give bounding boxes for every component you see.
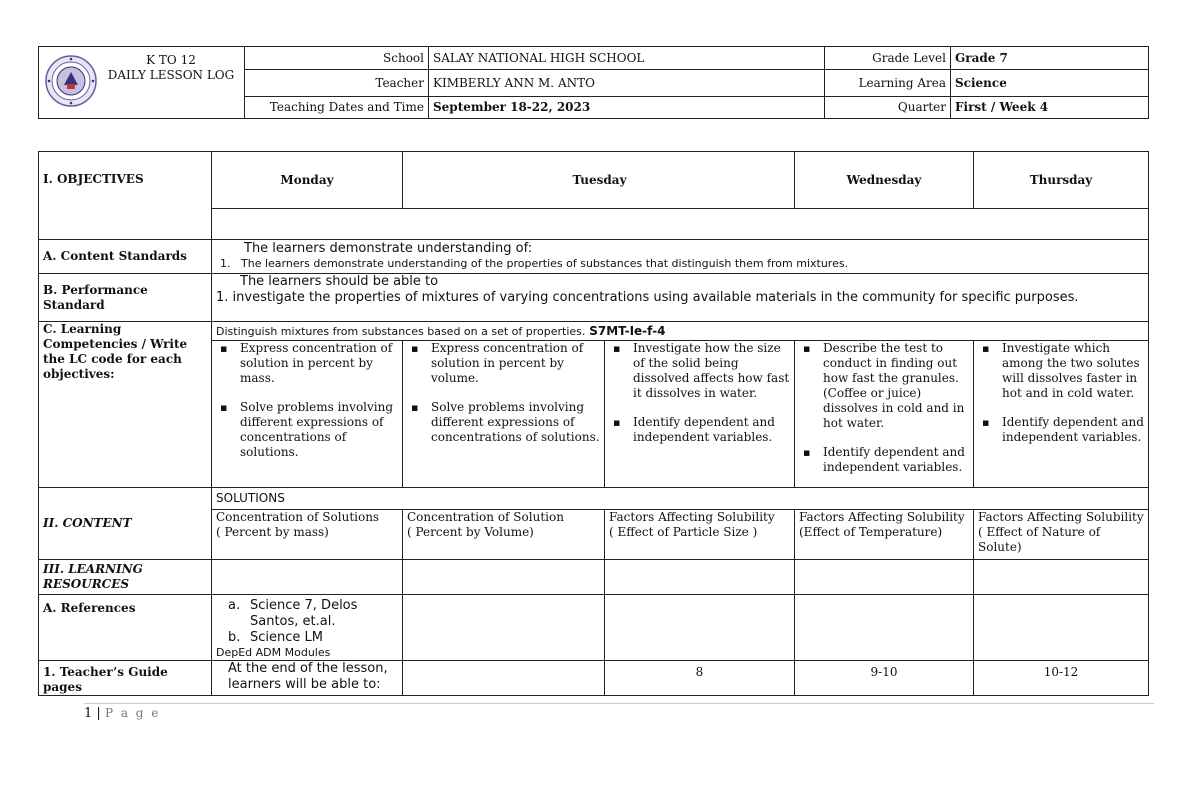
footer-rule <box>84 703 1154 704</box>
content-tuesday <box>403 510 605 560</box>
ref-a-marker: a. <box>228 598 241 613</box>
area-value: Science <box>951 70 1149 97</box>
school-value: SALAY NATIONAL HIGH SCHOOL <box>429 47 825 70</box>
competencies-general-text: Distinguish mixtures from substances based on a set of properties. <box>216 324 586 338</box>
day-tuesday-label: Tuesday <box>572 172 627 187</box>
page-footer <box>84 706 160 721</box>
tg-pages-wednesday: 8 <box>605 661 795 696</box>
content-standards-item <box>216 257 1144 271</box>
ref-b-marker: b. <box>228 630 241 645</box>
tg-pages-tue <box>403 661 605 696</box>
resources-label: III. LEARNING RESOURCES <box>39 560 212 595</box>
content-tue-1: Concentration of Solution <box>407 510 564 524</box>
content-fri-1: Factors Affecting Solubility <box>978 510 1144 524</box>
content-standards-intro: The learners demonstrate understanding of: <box>244 241 533 256</box>
references-fri <box>974 595 1149 661</box>
references-monday <box>212 595 403 661</box>
tg-pages-thursday: 9-10 <box>795 661 974 696</box>
dates-value: September 18-22, 2023 <box>429 97 825 119</box>
resources-wed <box>605 560 795 595</box>
grade-label: Grade Level <box>825 47 951 70</box>
resources-thu <box>795 560 974 595</box>
content-topic-text: SOLUTIONS <box>216 491 285 505</box>
content-standards-num: 1. <box>220 257 231 270</box>
dll-title <box>101 53 241 83</box>
page-word: P a g e <box>104 706 161 720</box>
resources-mon <box>212 560 403 595</box>
competencies-thursday <box>795 341 974 488</box>
title-line2: DAILY LESSON LOG <box>107 68 235 82</box>
references-thu <box>795 595 974 661</box>
day-thursday: Thursday <box>974 152 1149 209</box>
page-number: 1 <box>84 706 93 721</box>
content-wed-1: Factors Affecting Solubility <box>609 510 775 524</box>
title-line1: K TO 12 <box>146 53 196 67</box>
area-label: Learning Area <box>825 70 951 97</box>
content-wed-2: ( Effect of Particle Size ) <box>609 525 758 539</box>
performance-item: 1. investigate the properties of mixtures of varying concentrations using available materials in the community for specific purposes. <box>216 290 1079 305</box>
comp-wed-2: ▪ Identify dependent and independent variables. <box>623 415 790 445</box>
school-label: School <box>245 47 429 70</box>
comp-tue-1: ▪ Express concentration of solution in percent by volume. <box>421 341 600 386</box>
competencies-tuesday <box>403 341 605 488</box>
teacher-label: Teacher <box>245 70 429 97</box>
ref-extra: DepEd ADM Modules <box>216 646 331 659</box>
resources-tue <box>403 560 605 595</box>
ref-a-text: Science 7, Delos Santos, et.al. <box>250 598 358 629</box>
quarter-value: First / Week 4 <box>951 97 1149 119</box>
comp-wed-1: ▪ Investigate how the size of the solid being dissolved affects how fast it dissolves in water. <box>623 341 790 401</box>
content-monday <box>212 510 403 560</box>
comp-fri-2: ▪ Identify dependent and independent variables. <box>992 415 1144 445</box>
quarter-label: Quarter <box>825 97 951 119</box>
comp-thu-1: ▪ Describe the test to conduct in finding out how fast the granules. (Coffee or juice) dissolves in cold and in hot water. <box>813 341 969 431</box>
day-tuesday <box>403 152 795 209</box>
content-topic <box>212 488 1149 510</box>
references-wed <box>605 595 795 661</box>
comp-thu-2: ▪ Identify dependent and independent variables. <box>813 445 969 475</box>
day-wednesday <box>795 152 974 209</box>
content-tue-2: ( Percent by Volume) <box>407 525 534 539</box>
comp-fri-1: ▪ Investigate which among the two solutes will dissolves faster in hot and in cold water. <box>992 341 1144 401</box>
content-standards-text: The learners demonstrate understanding of the properties of substances that distinguish them from mixtures. <box>241 257 849 270</box>
performance-intro: The learners should be able to <box>240 274 439 289</box>
content-fri-2: ( Effect of Nature of Solute) <box>978 525 1101 554</box>
performance-standard-cell <box>212 274 1149 322</box>
content-wednesday <box>605 510 795 560</box>
comp-tue-2: ▪ Solve problems involving different expressions of concentrations of solutions. <box>421 400 600 445</box>
content-mon-1: Concentration of Solutions <box>216 510 380 524</box>
comp-mon-2: ▪ Solve problems involving different expressions of concentrations of solutions. <box>230 400 398 460</box>
ref-b-text: Science LM <box>250 630 323 645</box>
objectives-heading: I. OBJECTIVES <box>39 152 212 240</box>
references-tue <box>403 595 605 661</box>
competencies-friday <box>974 341 1149 488</box>
lesson-log-table <box>38 151 1149 696</box>
performance-standard-label: B. Performance Standard <box>39 274 212 322</box>
content-mon-2: ( Percent by mass) <box>216 525 329 539</box>
tg-pages-monday: At the end of the lesson, learners will be able to: <box>212 661 403 696</box>
tg-pages-label: 1. Teacher’s Guide pages <box>39 661 212 696</box>
content-thursday <box>795 510 974 560</box>
competencies-general <box>212 322 1149 341</box>
header-table <box>38 46 1149 119</box>
competencies-monday <box>212 341 403 488</box>
resources-fri <box>974 560 1149 595</box>
competencies-code: S7MT-Ie-f-4 <box>589 323 666 338</box>
day-wednesday-label: Wednesday <box>846 172 922 187</box>
grade-value: Grade 7 <box>951 47 1149 70</box>
logo-title-cell <box>39 47 245 119</box>
tg-pages-friday: 10-12 <box>974 661 1149 696</box>
references-label: A. References <box>39 595 212 661</box>
comp-mon-1: ▪ Express concentration of solution in percent by mass. <box>230 341 398 386</box>
content-thu-1: Factors Affecting Solubility <box>799 510 965 524</box>
competencies-wednesday <box>605 341 795 488</box>
content-friday <box>974 510 1149 560</box>
content-label: II. CONTENT <box>39 488 212 560</box>
competencies-label: C. Learning Competencies / Write the LC code for each objectives: <box>39 322 212 488</box>
objectives-blank-row <box>212 209 1149 240</box>
content-thu-2: (Effect of Temperature) <box>799 525 943 539</box>
content-standards-cell <box>212 240 1149 274</box>
teacher-value: KIMBERLY ANN M. ANTO <box>429 70 825 97</box>
page-separator: | <box>96 706 101 721</box>
day-monday: Monday <box>212 152 403 209</box>
deped-seal-logo <box>45 55 97 107</box>
content-standards-label: A. Content Standards <box>39 240 212 274</box>
dates-label: Teaching Dates and Time <box>245 97 429 119</box>
